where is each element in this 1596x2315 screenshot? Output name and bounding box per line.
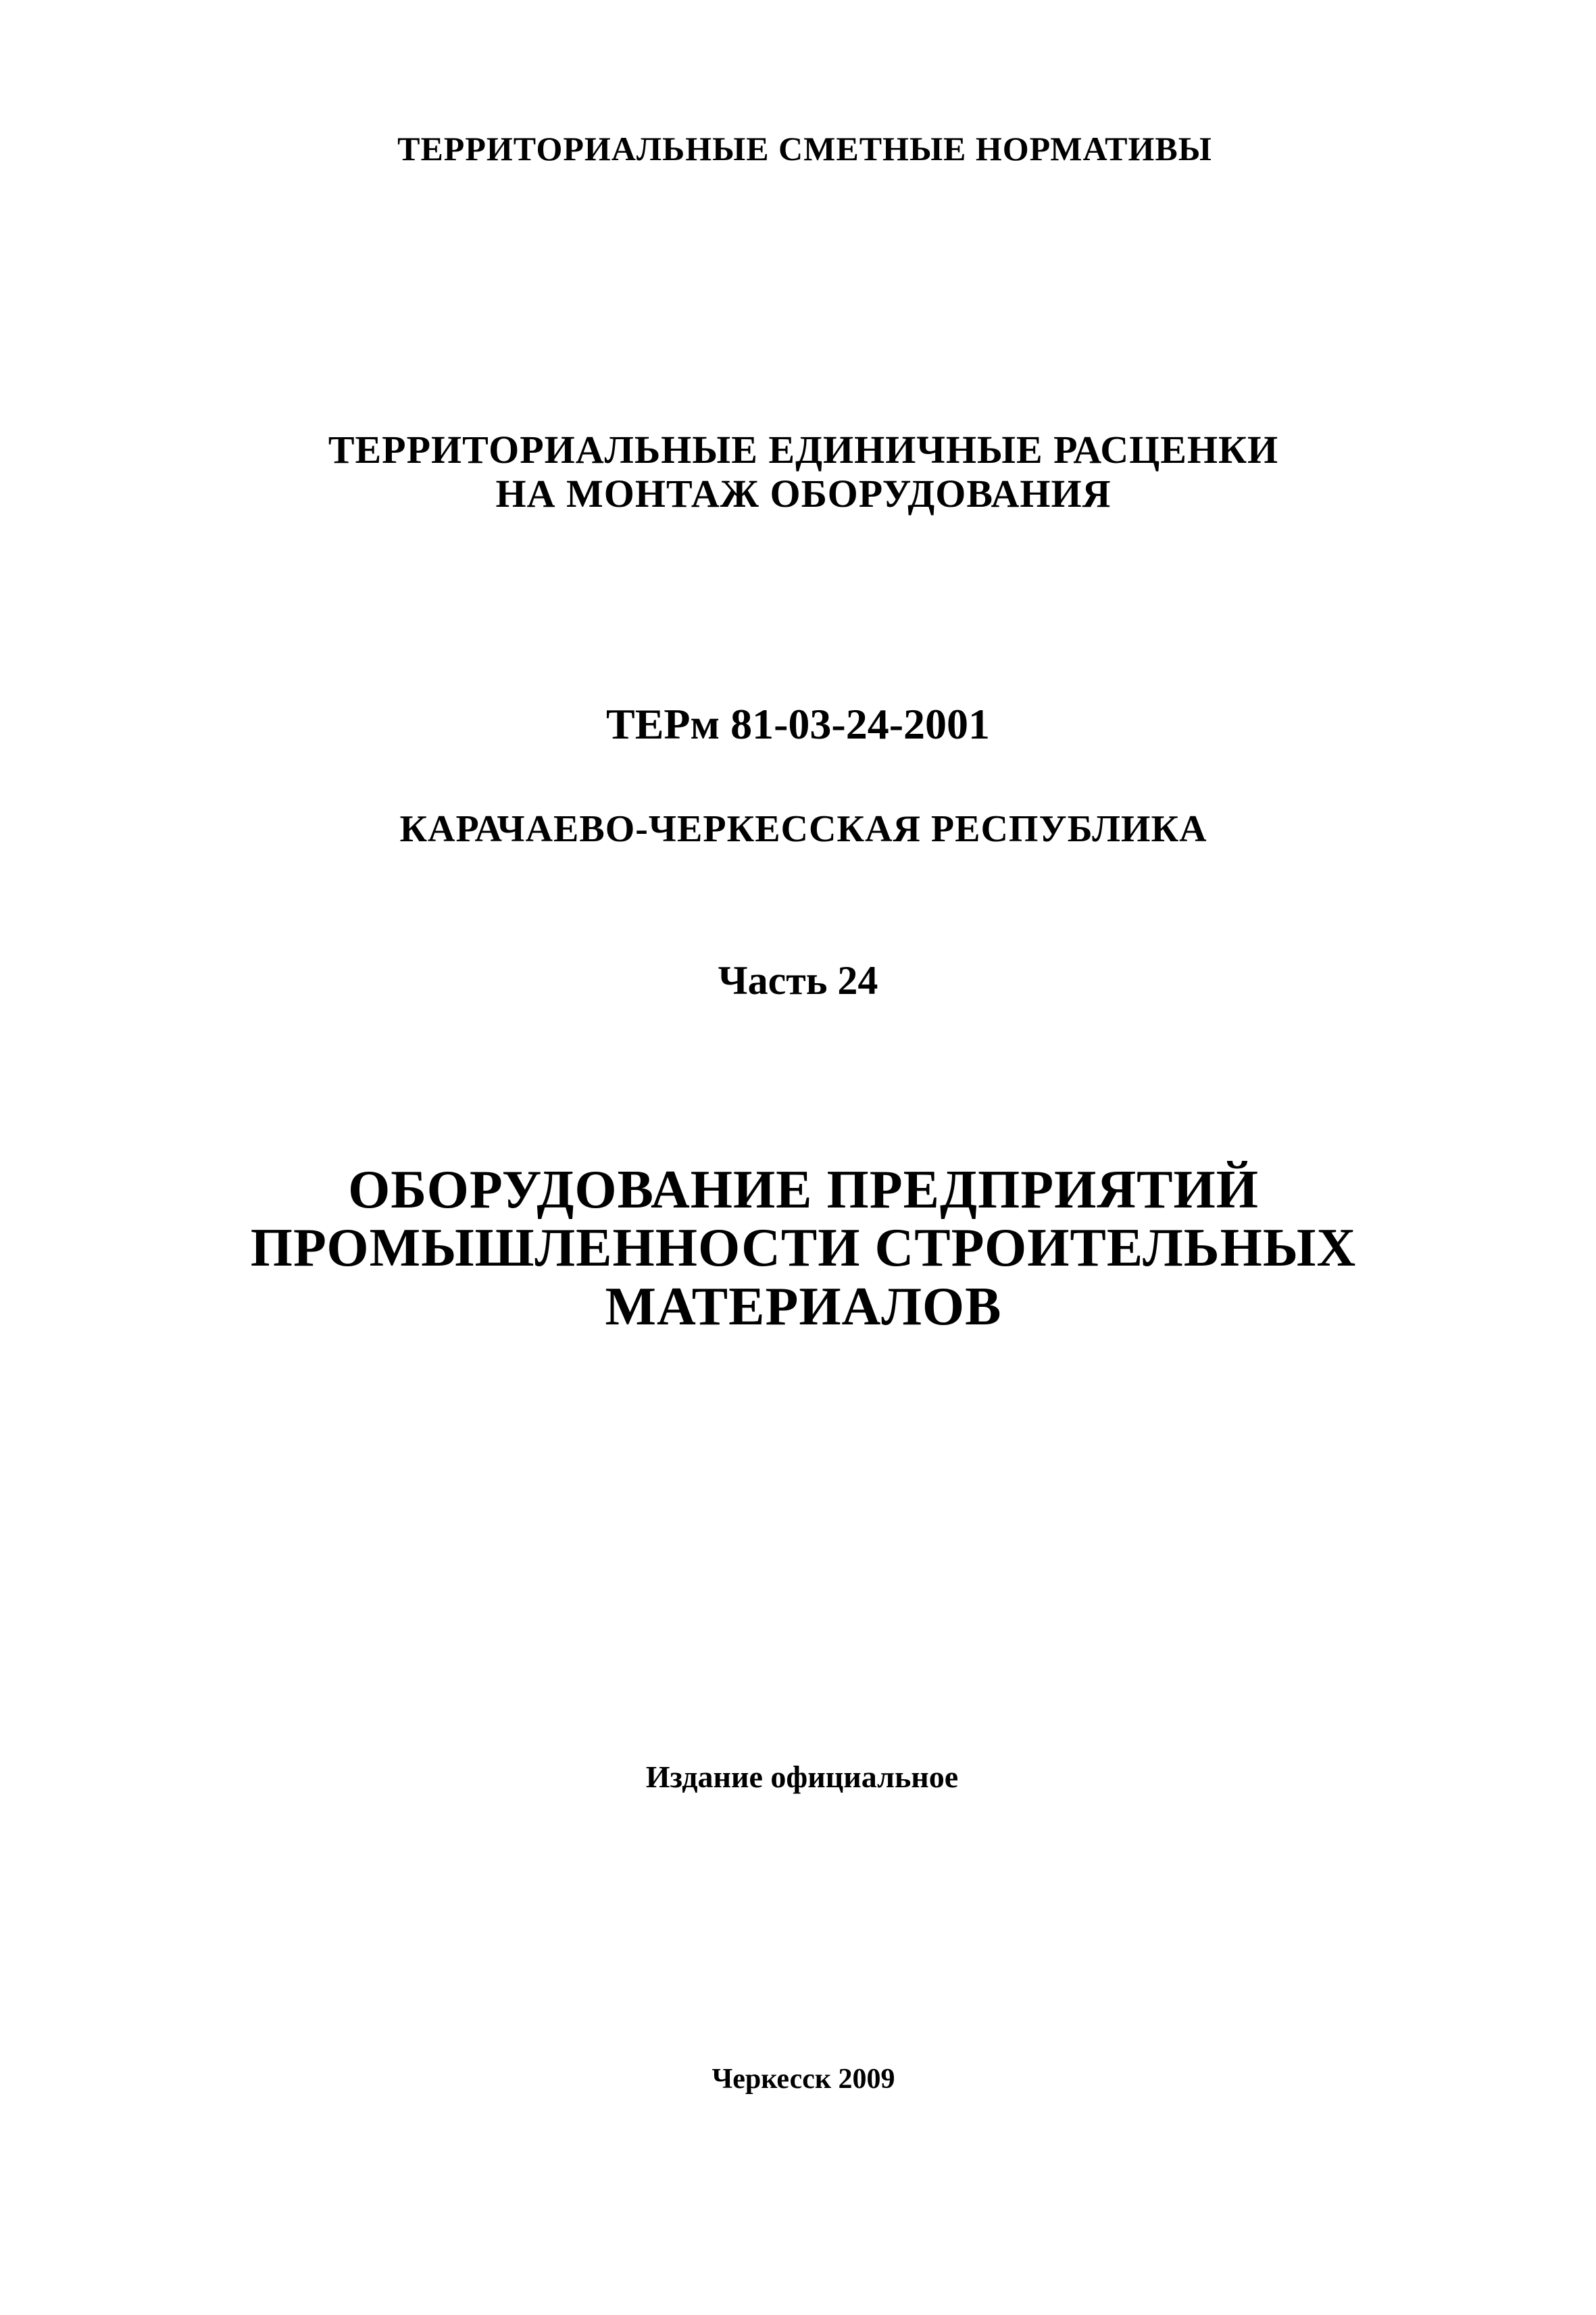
document-title-line: НА МОНТАЖ ОБОРУДОВАНИЯ <box>495 471 1112 516</box>
document-code: ТЕРм 81-03-24-2001 <box>606 700 990 748</box>
part-number: Часть 24 <box>718 958 878 1003</box>
document-title <box>0 428 1596 516</box>
region-name: КАРАЧАЕВО-ЧЕРКЕССКАЯ РЕСПУБЛИКА <box>399 808 1207 850</box>
document-title-line: ТЕРРИТОРИАЛЬНЫЕ ЕДИНИЧНЫЕ РАСЦЕНКИ <box>328 428 1279 472</box>
subject-title-line: ОБОРУДОВАНИЕ ПРЕДПРИЯТИЙ <box>348 1160 1259 1220</box>
subject-title-line: ПРОМЫШЛЕННОСТИ СТРОИТЕЛЬНЫХ <box>250 1218 1357 1278</box>
subject-title-line: МАТЕРИАЛОВ <box>605 1276 1002 1337</box>
subject-title <box>0 1161 1596 1336</box>
edition-note: Издание официальное <box>645 1760 959 1794</box>
imprint-place-year: Черкесск 2009 <box>712 2064 895 2095</box>
series-heading: ТЕРРИТОРИАЛЬНЫЕ СМЕТНЫЕ НОРМАТИВЫ <box>397 130 1212 168</box>
